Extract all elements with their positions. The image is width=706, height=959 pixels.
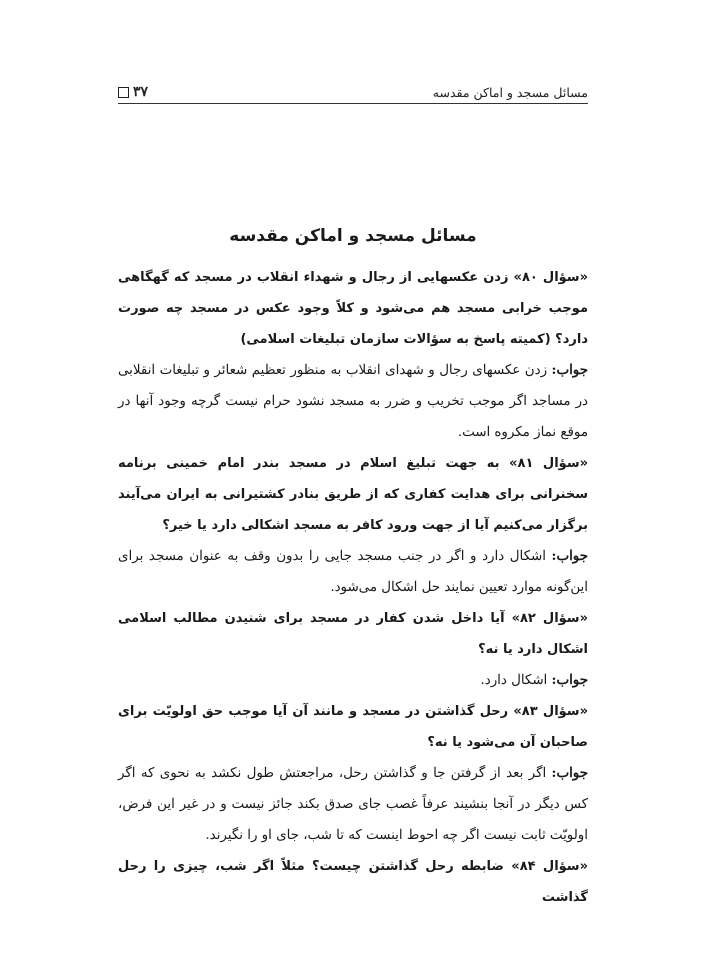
answer-text: اشکال دارد و اگر در جنب مسجد جایی را بدون وقف به عنوان مسجد برای این‌گونه موارد تعیین نمایند حل اشکال می‌شود. [118, 549, 588, 595]
question-81: «سؤال ۸۱» به جهت تبلیغ اسلام در مسجد بندر امام خمینی برنامه سخنرانی برای هدایت کفاری که از طریق بنادر کشتیرانی به ایران می‌آیند برگزار می‌کنیم آیا از جهت ورود کافر به مسجد اشکالی دارد یا خیر؟ [118, 456, 588, 533]
page-number [118, 84, 148, 100]
question-80: «سؤال ۸۰» زدن عکسهایی از رجال و شهداء انقلاب در مسجد که گهگاهی موجب خرابی مسجد هم می‌شود و کلاً وجود عکس در مسجد چه صورت دارد؟ (کمیته پاسخ به سؤالات سازمان تبلیغات اسلامی) [118, 270, 588, 347]
running-title: مسائل مسجد و اماکن مقدسه [432, 85, 588, 100]
answer-text: زدن عکسهای رجال و شهدای انقلاب به منظور تعظیم شعائر و تبلیغات انقلابی در مساجد اگر موجب تخریب و ضرر به مسجد نشود حرام نیست گرچه وجود آنها در موقع نماز مکروه است. [118, 363, 588, 440]
page-number-text: ۳۷ [133, 84, 149, 100]
question-82: «سؤال ۸۲» آیا داخل شدن کفار در مسجد برای شنیدن مطالب اسلامی اشکال دارد یا نه؟ [118, 611, 588, 657]
answer-label: جواب: [551, 672, 588, 688]
answer-80 [118, 355, 588, 448]
answer-label: جواب: [551, 362, 588, 378]
section-title: مسائل مسجد و اماکن مقدسه [229, 226, 477, 246]
answer-text: اگر بعد از گرفتن جا و گذاشتن رحل، مراجعتش طول نکشد به نحوی که اگر کس دیگر در آنجا بنشیند عرفاً غصب جای صدق بکند جائز نیست و در غیر این فرض، اولویّت ثابت نیست اگر چه احوط اینست که تا شب، جای او را نگیرند. [118, 766, 588, 843]
question-84: «سؤال ۸۴» ضابطه رحل گذاشتن چیست؟ مثلاً اگر شب، چیزی را رحل گذاشت [118, 859, 588, 905]
body-text [118, 262, 588, 913]
answer-82 [118, 665, 588, 696]
answer-text: اشکال دارد. [480, 673, 552, 688]
answer-83 [118, 758, 588, 851]
question-83: «سؤال ۸۳» رحل گذاشتن در مسجد و مانند آن آیا موجب حق اولویّت برای صاحبان آن می‌شود یا نه؟ [118, 704, 588, 750]
answer-label: جواب: [551, 548, 588, 564]
running-header [118, 78, 588, 100]
header-divider [118, 103, 588, 104]
answer-label: جواب: [551, 765, 588, 781]
square-box-icon [118, 87, 129, 98]
answer-81 [118, 541, 588, 603]
